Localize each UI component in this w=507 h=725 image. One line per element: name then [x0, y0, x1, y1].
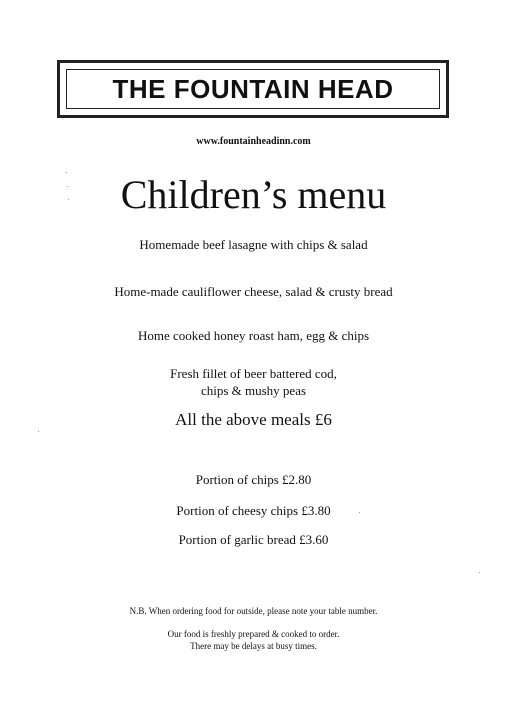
scan-speck: [359, 512, 360, 513]
scan-speck: [66, 172, 67, 173]
menu-item-honey-roast-ham: Home cooked honey roast ham, egg & chips: [137, 328, 370, 343]
scan-speck: [38, 431, 39, 432]
page-title: Children’s menu: [120, 172, 387, 217]
meals-price: All the above meals £6: [175, 410, 332, 429]
scan-speck: [67, 186, 68, 187]
extra-item-chips: Portion of chips £2.80: [195, 472, 312, 487]
extra-item-cheesy-chips: Portion of cheesy chips £3.80: [176, 503, 331, 518]
scan-speck: [479, 572, 480, 573]
note-fresh-line-1: Our food is freshly prepared & cooked to order.: [167, 629, 340, 639]
menu-item-cod-line-1: Fresh fillet of beer battered cod,: [170, 366, 337, 381]
menu-item-lasagne: Homemade beef lasagne with chips & salad: [139, 237, 368, 252]
logo-text: THE FOUNTAIN HEAD: [112, 73, 394, 104]
menu-item-cauliflower-cheese: Home-made cauliflower cheese, salad & crusty bread: [114, 284, 393, 299]
menu-item-cod-line-2: chips & mushy peas: [200, 383, 307, 398]
extra-item-garlic-bread: Portion of garlic bread £3.60: [178, 532, 329, 547]
logo-frame: [57, 60, 449, 118]
website-url: www.fountainheadinn.com: [196, 136, 311, 147]
note-outside-ordering: N.B. When ordering food for outside, please note your table number.: [129, 606, 378, 616]
logo-inner-frame: [66, 69, 440, 109]
scan-speck: [68, 199, 69, 200]
note-fresh-line-2: There may be delays at busy times.: [190, 641, 317, 651]
